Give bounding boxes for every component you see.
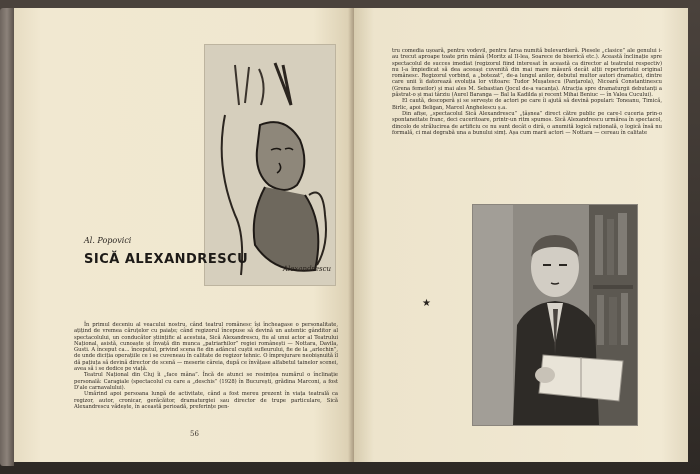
sketch-signature: Alexandrescu <box>283 265 332 273</box>
sketch-drawing <box>205 45 335 285</box>
portrait-photo <box>472 204 638 426</box>
star-marker: ★ <box>422 298 431 309</box>
right-paragraph-2: El caută, descoperă și se servește de actori pe care îi ajută să devină populari: Toneanu, Timică, Birlic, apoi Beligan, Marcel Anghelescu ș.a. <box>392 98 662 111</box>
portrait-sketch <box>204 44 336 286</box>
right-text-column <box>392 48 662 136</box>
left-page <box>14 8 354 462</box>
right-page <box>354 8 688 462</box>
right-paragraph-3: Din afișe, „spectacolul Sică Alexandrescu” „țâșnea” direct către public pe care-l cuceria prin-o spontaneitate franc, deci cuceritoare, printr-un ritm spumos. Sică Alexandrescu urmărea în spectacol, dincolo de strălucirea de artificiu ce nu sunt decât o dirâ, o anumită logică rațională, o logică însă nu formală, ci mai degrabă una a bunului simț. Așa cum marii actori — Nottara — cereau în calitate <box>392 110 662 136</box>
article-author: Al. Popovici <box>84 236 132 245</box>
left-text-column <box>74 322 338 410</box>
left-paragraph-1: În primul deceniu al veacului nostru, când teatrul românesc își încheagase o personalitate, ațițind de vremea căruțelor cu paiațe; când regizorul începuse să devină un autentic gânditor al spectacolului, un conducător științific al acestuia, Sică Alexandrescu, fiu al unui actor al Teatrului Național, asistă, cunoaște și învață din munca „patriarhilor” regiei românești — Nottara, Davila, Gusti. A început ca... începutul, privind scena fie din adâncul cuștii sufleurului, fie de la „arlechin”, de unde diciția operațiile ce i se cuveneau în calitate de regizor tehnic. O împrejurare neobișnuită îl dă pațiuța să devină director de scenă — meserie câreia, după ce învățase alfabetul tainelor scenei, avea să i se dedice pe viață. <box>74 322 338 373</box>
page-number: 56 <box>190 430 199 438</box>
left-paragraph-2: Teatrul Național din Cluj îi „face mâna”. Încă de atunci se resimțea numărul o înclinație personală: Caragiale (spectacolul cu care a „deschis” (1928) în București, grădina Marconi, a fost D'ale carnavalului). <box>74 372 338 391</box>
photo-image <box>473 205 637 425</box>
book-cover-edge <box>0 8 14 466</box>
left-paragraph-3: Umărind apoi persoana lungă de activitate, când a fost mereu prezent în viața teatrală ca regizor, autor, cronicar, gerăcăitor, dramaturgiei sau director de trupe particulare, Sică Alexandrescu vădește, în această perioadă, preferințe pen- <box>74 391 338 410</box>
article-title: SICĂ ALEXANDRESCU <box>84 252 249 267</box>
right-paragraph-1: tru comedia ușoară, pentru vodevil, pentru farsa numită bulevardieră. Piesele „clasice” ale genului i-au trecut aproape toate prin mână (Moritz al II-lea, Soarece de biserică etc.). Această înclinație spre spectacolul de succes imediat (regizorul fiind interesat în această ca director al teatrului respectiv) nu l-a împiedicat să dea aceeași cuvenită din mai mare măsură decât alții repertoriului original românesc. Regizorul vorbind, a „botezat”, de-a lungul anilor, debutul multor autori dramatici, dintre care unii îi datorează evoluția lor viitoare: Tudor Mușatescu (Panțarola), Nicoară Constantinescu (Grena femeilor) și mai ales M. Sebastian (Jocul de-a vacanța). Atracția spre dramaturgii debutanți a păstrat-o și mai târziu (Aurel Baranga — Bal la Kadilda și recent Mihai Beniuc — în Valea Cucului). <box>392 48 662 99</box>
